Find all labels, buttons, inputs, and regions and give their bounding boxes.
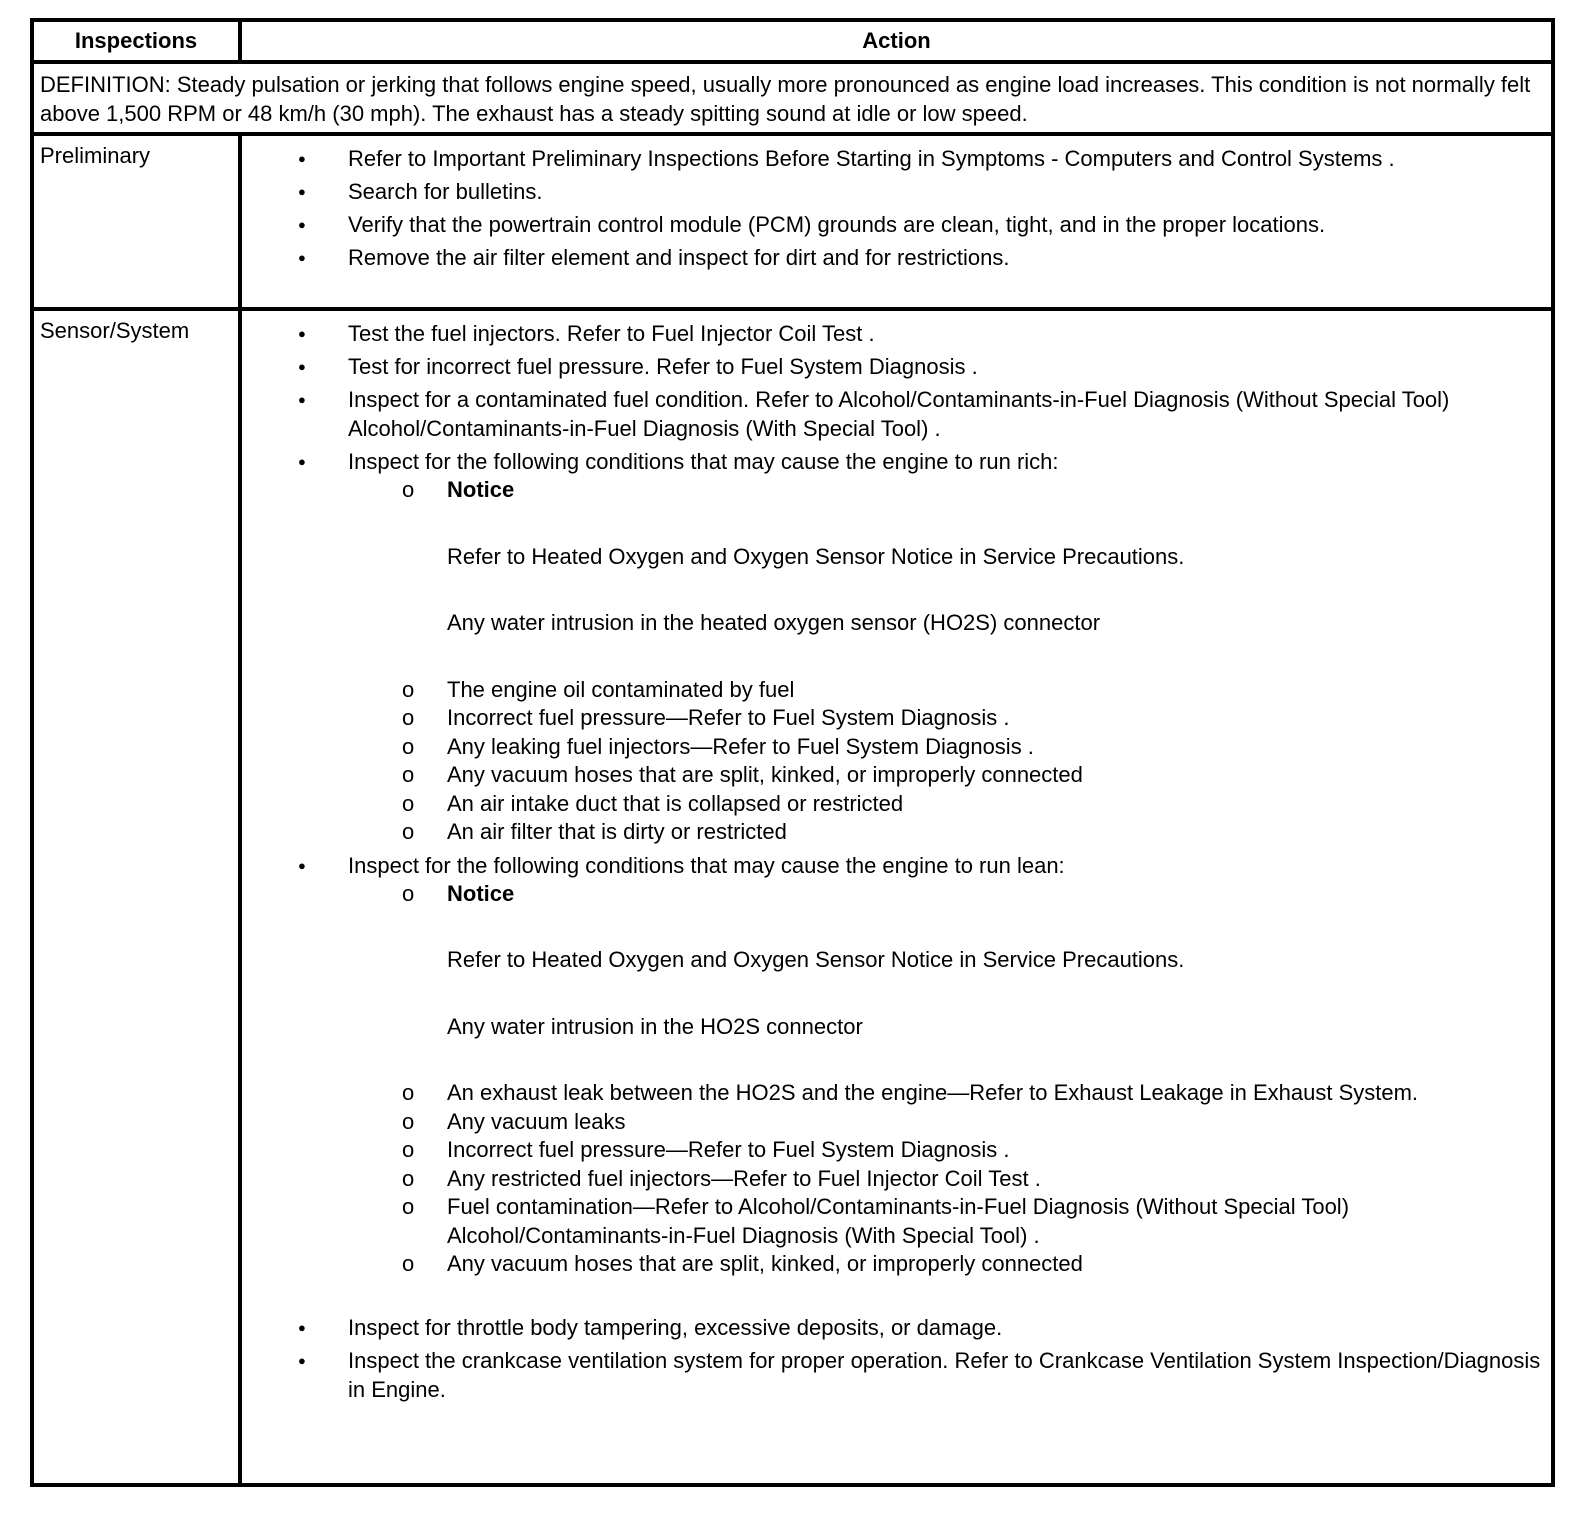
list-item: ● Verify that the powertrain control module (PCM) grounds are clean, tight, and in the proper locations. xyxy=(242,210,1551,239)
sensor-system-actions xyxy=(240,309,1553,1485)
lean-sublist xyxy=(348,880,1551,1279)
list-item: o Any vacuum leaks xyxy=(242,1108,1551,1137)
list-item: o An air filter that is dirty or restricted xyxy=(242,818,1551,847)
sensor-system-label: Sensor/System xyxy=(32,309,240,1485)
rich-notice xyxy=(242,476,1551,638)
rich-sublist xyxy=(348,476,1551,847)
list-item: o The engine oil contaminated by fuel xyxy=(242,676,1551,705)
notice-heading: o Notice xyxy=(447,477,515,502)
inspections-header: Inspections xyxy=(32,20,240,62)
list-item: ● Search for bulletins. xyxy=(242,177,1551,206)
notice-text: Refer to Heated Oxygen and Oxygen Sensor Notice in Service Precautions. xyxy=(447,543,1185,569)
list-item: o Any restricted fuel injectors—Refer to Fuel Injector Coil Test . xyxy=(242,1165,1551,1194)
lean-intro: ● Inspect for the following conditions that may cause the engine to run lean: xyxy=(348,852,1065,878)
action-header: Action xyxy=(240,20,1553,62)
list-item: ● Inspect for a contaminated fuel condition. Refer to Alcohol/Contaminants-in-Fuel Diagnosis (Without Special Tool) Alcohol/Contaminants-in-Fuel Diagnosis (With Special Tool) . xyxy=(242,385,1551,443)
definition-row xyxy=(32,62,1553,134)
lean-conditions-item xyxy=(242,851,1551,1309)
spacer xyxy=(348,1279,1551,1309)
list-item: ● Test for incorrect fuel pressure. Refer to Fuel System Diagnosis . xyxy=(242,352,1551,381)
preliminary-actions xyxy=(240,134,1553,309)
notice-item: Any water intrusion in the HO2S connector xyxy=(447,1013,863,1039)
preliminary-row xyxy=(32,134,1553,309)
rich-conditions-item xyxy=(242,447,1551,847)
diagnosis-table xyxy=(30,18,1555,1487)
rich-intro: ● Inspect for the following conditions that may cause the engine to run rich: xyxy=(348,449,1059,474)
notice-heading: o Notice xyxy=(447,880,515,906)
sensor-system-row xyxy=(32,309,1553,1485)
list-item: o Fuel contamination—Refer to Alcohol/Contaminants-in-Fuel Diagnosis (Without Special Tool) Alcohol/Contaminants-in-Fuel Diagnosis (With Special Tool) . xyxy=(242,1193,1551,1250)
definition-text: DEFINITION: Steady pulsation or jerking that follows engine speed, usually more pronounced as engine load increases. This condition is not normally felt above 1,500 RPM or 48 km/h (30 mph). The exhaust has a steady spitting sound at idle or low speed. xyxy=(32,62,1553,134)
notice-text: Refer to Heated Oxygen and Oxygen Sensor Notice in Service Precautions. xyxy=(447,947,1185,972)
preliminary-label: Preliminary xyxy=(32,134,240,309)
list-item: ● Inspect for throttle body tampering, excessive deposits, or damage. xyxy=(242,1313,1551,1342)
list-item: ● Test the fuel injectors. Refer to Fuel Injector Coil Test . xyxy=(242,319,1551,348)
list-item: ● Refer to Important Preliminary Inspections Before Starting in Symptoms - Computers and Control Systems . xyxy=(242,144,1551,173)
list-item: o Incorrect fuel pressure—Refer to Fuel System Diagnosis . xyxy=(242,704,1551,733)
list-item: o Any leaking fuel injectors—Refer to Fuel System Diagnosis . xyxy=(242,733,1551,762)
list-item: o An exhaust leak between the HO2S and the engine—Refer to Exhaust Leakage in Exhaust System. xyxy=(242,1079,1551,1108)
sensor-list xyxy=(242,319,1551,1404)
list-item: o Any vacuum hoses that are split, kinked, or improperly connected xyxy=(242,1250,1551,1279)
list-item: o An air intake duct that is collapsed or restricted xyxy=(242,790,1551,819)
list-item: ● Remove the air filter element and inspect for dirt and for restrictions. xyxy=(242,243,1551,272)
list-item: o Any vacuum hoses that are split, kinked, or improperly connected xyxy=(242,761,1551,790)
list-item: o Incorrect fuel pressure—Refer to Fuel System Diagnosis . xyxy=(242,1136,1551,1165)
header-row xyxy=(32,20,1553,62)
lean-notice xyxy=(242,880,1551,1042)
preliminary-list xyxy=(242,144,1551,272)
notice-item: Any water intrusion in the heated oxygen sensor (HO2S) connector xyxy=(447,610,1101,635)
list-item: ● Inspect the crankcase ventilation system for proper operation. Refer to Crankcase Ventilation System Inspection/Diagnosis in Engine. xyxy=(242,1346,1551,1404)
